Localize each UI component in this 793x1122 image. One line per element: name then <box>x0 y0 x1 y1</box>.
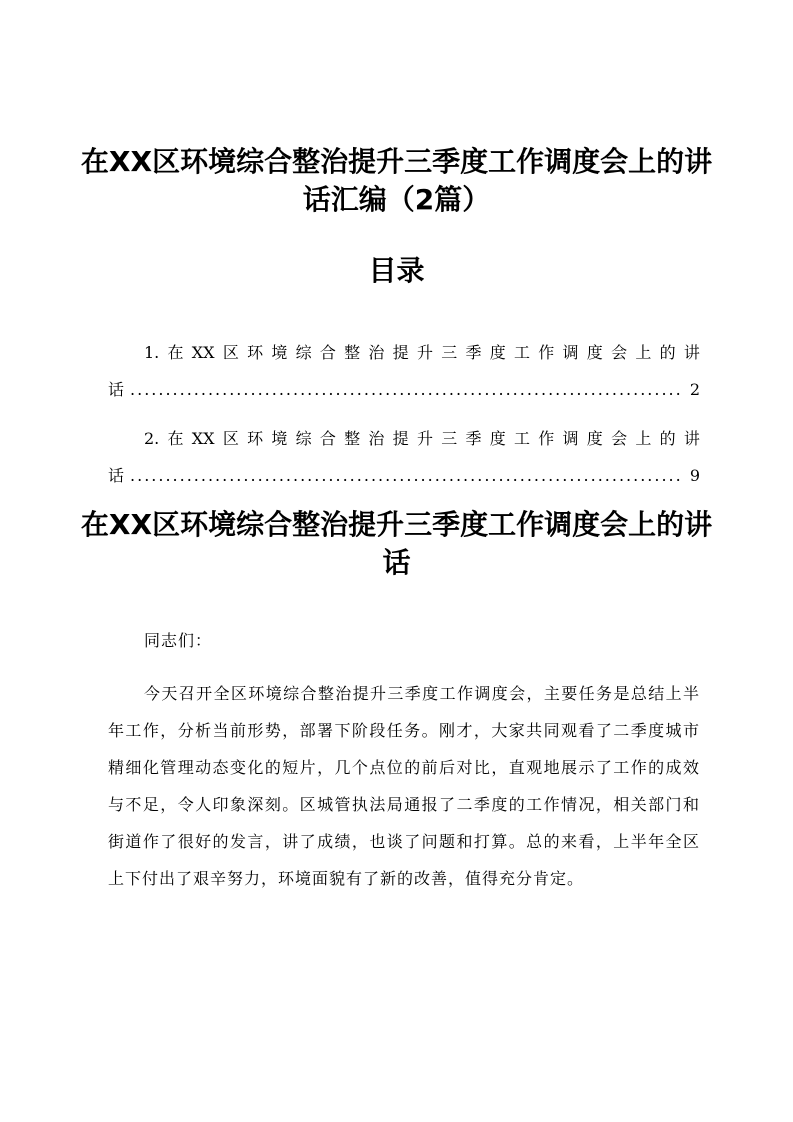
toc-entry-line1 <box>108 334 700 371</box>
body-paragraph: 今天召开全区环境综合整治提升三季度工作调度会，主要任务是总结上半年工作，分析当前形势，部署下阶段任务。刚才，大家共同观看了二季度城市精细化管理动态变化的短片，几个点位的前后对比，直观地展示了工作的成效与不足，令人印象深刻。区城管执法局通报了二季度的工作情况，相关部门和街道作了很好的发言，讲了成绩，也谈了问题和打算。总的来看，上半年全区上下付出了艰辛努力，环境面貌有了新的改善，值得充分肯定。 <box>108 684 700 888</box>
toc-word: 会 <box>611 343 628 362</box>
toc-word: 提 <box>392 429 409 448</box>
toc-entry-line1 <box>108 420 700 457</box>
toc-entry-line2 <box>108 371 700 408</box>
toc-word: 工 <box>514 429 531 448</box>
toc-word: 在 <box>167 343 184 362</box>
toc-entry-2[interactable] <box>108 420 700 494</box>
toc-word: 上 <box>635 429 652 448</box>
toc-word: 调 <box>562 429 579 448</box>
toc-leader-dots <box>130 371 684 408</box>
toc-word: 度 <box>586 343 603 362</box>
toc-word: 环 <box>247 343 264 362</box>
toc-entry-page: 2 <box>689 380 700 399</box>
document-title: 在XX区环境综合整治提升三季度工作调度会上的讲话汇编（2篇） <box>80 145 713 216</box>
toc-word: 升 <box>416 429 433 448</box>
toc-word: 升 <box>416 343 433 362</box>
toc-word: 的 <box>659 429 676 448</box>
toc-entry-line2 <box>108 457 700 494</box>
toc-word: 季 <box>465 343 482 362</box>
toc-entry-text-end: 话 <box>108 380 125 399</box>
toc-word: 整 <box>344 343 361 362</box>
toc-word: 讲 <box>683 343 700 362</box>
toc-word: XX <box>191 429 215 448</box>
toc-word: 作 <box>538 429 555 448</box>
toc-word: 度 <box>489 343 506 362</box>
toc-word: 调 <box>562 343 579 362</box>
toc-word: 提 <box>392 343 409 362</box>
toc-word: 整 <box>344 429 361 448</box>
toc-word: 综 <box>295 429 312 448</box>
toc-word: 合 <box>319 429 336 448</box>
toc-word: 度 <box>489 429 506 448</box>
toc-word: 综 <box>295 343 312 362</box>
toc-entry-number: 2. <box>144 429 160 448</box>
toc-word: 工 <box>514 343 531 362</box>
toc-heading: 目录 <box>368 254 425 287</box>
toc-leader-dots <box>130 457 684 494</box>
toc-word: 三 <box>441 343 458 362</box>
toc-word: 上 <box>635 343 652 362</box>
toc-word: 区 <box>222 429 239 448</box>
toc-word: 会 <box>611 429 628 448</box>
toc-word: 度 <box>586 429 603 448</box>
toc-word: 季 <box>465 429 482 448</box>
salutation: 同志们： <box>144 631 213 650</box>
toc-word: 环 <box>247 429 264 448</box>
toc-word: 三 <box>441 429 458 448</box>
toc-entry-1[interactable] <box>108 334 700 408</box>
toc-entry-text-end: 话 <box>108 466 125 485</box>
section-title: 在XX区环境综合整治提升三季度工作调度会上的讲话 <box>80 508 713 579</box>
toc-word: 讲 <box>683 429 700 448</box>
toc-entry-number: 1. <box>144 343 160 362</box>
toc-word: 合 <box>319 343 336 362</box>
toc-word: 治 <box>368 343 385 362</box>
toc-word: 境 <box>271 343 288 362</box>
toc-word: 治 <box>368 429 385 448</box>
toc-word: XX <box>191 343 215 362</box>
toc-word: 作 <box>538 343 555 362</box>
toc-word: 在 <box>167 429 184 448</box>
toc-word: 的 <box>659 343 676 362</box>
toc-entry-page: 9 <box>689 466 700 485</box>
toc-word: 区 <box>222 343 239 362</box>
toc-word: 境 <box>271 429 288 448</box>
